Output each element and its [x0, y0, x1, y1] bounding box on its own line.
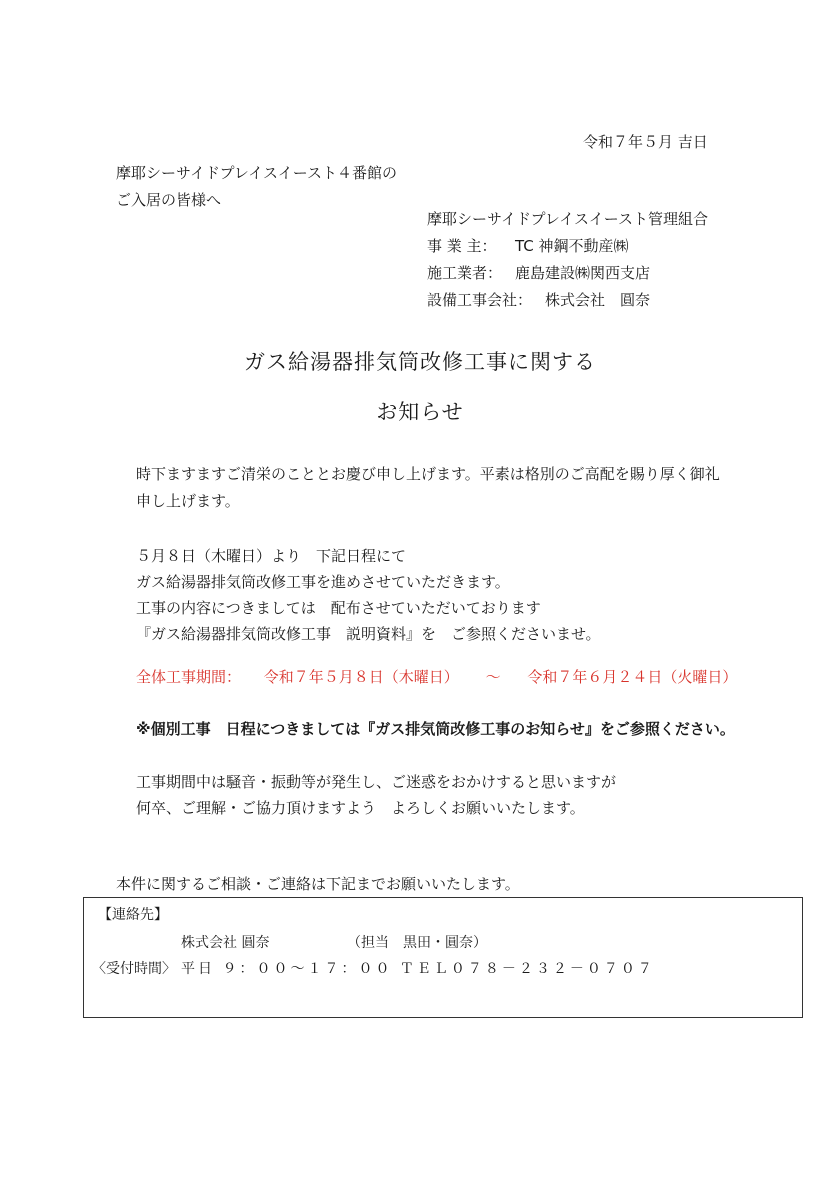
contact-hours-label: 〈受付時間〉: [92, 961, 176, 977]
sender-block: [427, 206, 708, 314]
sender-owner-value: TC 神鋼不動産㈱: [515, 237, 629, 255]
closing-line: 工事期間中は騒音・振動等が発生し、ご迷惑をおかけすると思いますが: [136, 773, 617, 791]
sender-association: 摩耶シーサイドプレイスイースト管理組合: [427, 210, 708, 228]
sender-equipment-value: 株式会社 圓奈: [545, 291, 651, 309]
sender-owner: [427, 233, 708, 260]
greeting-paragraph: 時下ますますご清栄のこととお慶び申し上げます。平素は格別のご高配を賜り厚く御礼申し上げます。: [136, 465, 720, 510]
addressee-line: ご入居の皆様へ: [116, 191, 222, 209]
sender-owner-label: 事 業 主：: [427, 237, 497, 255]
contact-company: 株式会社 圓奈: [181, 935, 270, 951]
contact-hours-phone: 平日 ９：００～１７：００ ＴＥＬ０７８－２３２－０７０７: [181, 961, 655, 977]
closing-paragraph: [136, 769, 616, 821]
contact-person: （担当 黒田・圓奈）: [347, 935, 487, 951]
closing-line: 何卒、ご理解・ご協力頂けますよう よろしくお願いいたします。: [136, 799, 585, 817]
body-line: 『ガス給湯器排気筒改修工事 説明資料』を ご参照くださいませ。: [136, 625, 601, 643]
body-line: 工事の内容につきましては 配布させていただいております: [136, 599, 541, 617]
sender-contractor-label: 施工業者：: [427, 264, 503, 282]
construction-period: [136, 666, 737, 687]
issue-date: 令和７年５月 吉日: [583, 133, 708, 151]
period-label: 全体工事期間：: [136, 668, 242, 686]
addressee-line: 摩耶シーサイドプレイスイースト４番館の: [116, 164, 397, 182]
sender-contractor: [427, 260, 708, 287]
period-end: 令和７年６月２４日（火曜日）: [527, 668, 738, 686]
document-title-sub: お知らせ: [376, 400, 464, 424]
inquiry-text: 本件に関するご相談・ご連絡は下記までお願いいたします。: [116, 875, 520, 893]
document-title: ガス給湯器排気筒改修工事に関する: [244, 350, 596, 374]
sender-equipment-label: 設備工事会社：: [427, 291, 533, 309]
individual-schedule-note: ※個別工事 日程につきましては『ガス排気筒改修工事のお知らせ』をご参照ください。: [136, 720, 735, 738]
period-start: 令和７年５月８日（木曜日）: [263, 668, 459, 686]
contact-heading: 【連絡先】: [98, 907, 168, 923]
addressee: [116, 160, 397, 214]
body-paragraph: [136, 543, 601, 647]
sender-equipment: [427, 287, 708, 314]
body-line: ガス給湯器排気筒改修工事を進めさせていただきます。: [136, 573, 510, 591]
sender-contractor-value: 鹿島建設㈱関西支店: [515, 264, 651, 282]
period-separator: ～: [485, 668, 501, 686]
body-line: ５月８日（木曜日）より 下記日程にて: [136, 547, 407, 565]
